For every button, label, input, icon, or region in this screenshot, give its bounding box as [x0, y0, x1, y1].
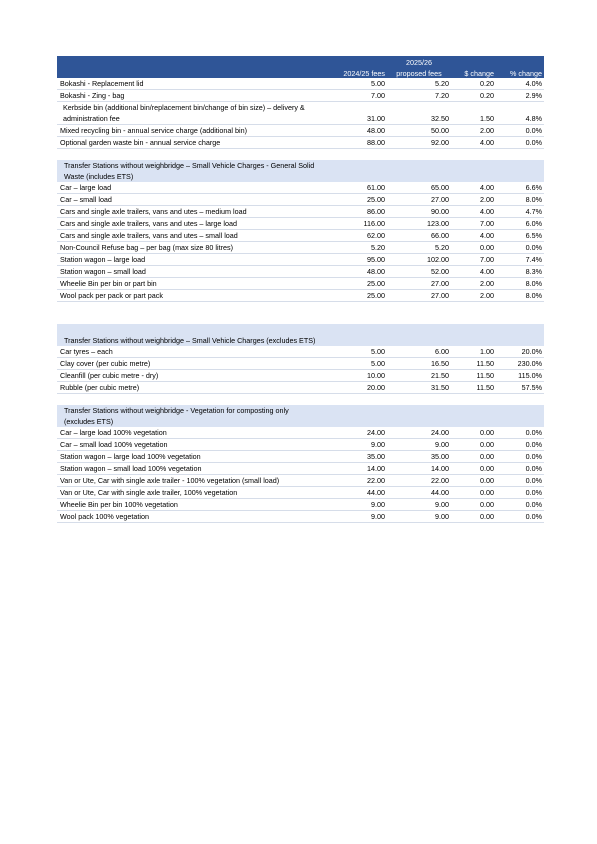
- fee-2025: 31.50: [387, 382, 451, 394]
- fee-pct-change: 0.0%: [496, 499, 544, 511]
- fee-2024: 31.00: [329, 113, 387, 125]
- fee-description: Station wagon – large load 100% vegetation: [57, 451, 329, 463]
- header-blank: [451, 56, 496, 67]
- fee-description: Mixed recycling bin - annual service charge (additional bin): [57, 125, 329, 137]
- fees-table: [57, 56, 544, 523]
- fee-2025: 24.00: [387, 427, 451, 439]
- fee-2024: 62.00: [329, 230, 387, 242]
- fee-2024: 5.00: [329, 358, 387, 370]
- fee-pct-change: 8.0%: [496, 194, 544, 206]
- fee-2024: 9.00: [329, 439, 387, 451]
- fee-change: 7.00: [451, 218, 496, 230]
- fee-change: 4.00: [451, 206, 496, 218]
- fee-change: 0.00: [451, 439, 496, 451]
- fee-change: 11.50: [451, 370, 496, 382]
- table-row: [57, 230, 544, 242]
- table-row: [57, 278, 544, 290]
- fee-2024: 88.00: [329, 137, 387, 149]
- table-row: [57, 346, 544, 358]
- header-proposed-fees: proposed fees: [387, 67, 451, 78]
- table-row: [57, 125, 544, 137]
- fee-change: 0.00: [451, 463, 496, 475]
- fee-description: Optional garden waste bin - annual service charge: [57, 137, 329, 149]
- fee-pct-change: 8.0%: [496, 290, 544, 302]
- fee-pct-change: 0.0%: [496, 137, 544, 149]
- fee-change: 2.00: [451, 194, 496, 206]
- fee-change: 2.00: [451, 278, 496, 290]
- fee-2025: 9.00: [387, 499, 451, 511]
- fee-pct-change: 0.0%: [496, 451, 544, 463]
- table-row: [57, 218, 544, 230]
- table-row: [57, 90, 544, 102]
- fee-description: Car – small load: [57, 194, 329, 206]
- fee-description: Kerbside bin (additional bin/replacement bin/change of bin size) – delivery &: [63, 103, 305, 112]
- table-row: [57, 511, 544, 523]
- fee-pct-change: 0.0%: [496, 487, 544, 499]
- table-row: [57, 427, 544, 439]
- fee-2025: 27.00: [387, 194, 451, 206]
- fee-2025: 35.00: [387, 451, 451, 463]
- fee-pct-change: 6.5%: [496, 230, 544, 242]
- fee-pct-change: 0.0%: [496, 125, 544, 137]
- fee-pct-change: 6.0%: [496, 218, 544, 230]
- fees-table-header: [57, 56, 544, 78]
- fee-pct-change: 4.7%: [496, 206, 544, 218]
- fee-2025: 27.00: [387, 290, 451, 302]
- fee-description: Non-Council Refuse bag – per bag (max size 80 litres): [57, 242, 329, 254]
- fee-2024: 9.00: [329, 499, 387, 511]
- table-row: [57, 194, 544, 206]
- fee-pct-change: 6.6%: [496, 182, 544, 194]
- section-spacer: [57, 302, 544, 314]
- fee-2025: 32.50: [387, 113, 451, 125]
- fee-description: Car – large load 100% vegetation: [57, 427, 329, 439]
- fee-description: Car – large load: [57, 182, 329, 194]
- fee-2025: 90.00: [387, 206, 451, 218]
- fee-description: Car – small load 100% vegetation: [57, 439, 329, 451]
- fee-pct-change: 7.4%: [496, 254, 544, 266]
- fee-2025: 65.00: [387, 182, 451, 194]
- fee-2024: 86.00: [329, 206, 387, 218]
- fee-2024: 116.00: [329, 218, 387, 230]
- fee-2025: 123.00: [387, 218, 451, 230]
- fee-2024: 25.00: [329, 290, 387, 302]
- header-percent-change: % change: [496, 67, 544, 78]
- section-title: Transfer Stations without weighbridge – Small Vehicle Charges - General Solid: [57, 160, 544, 171]
- section-title: (excludes ETS): [57, 416, 544, 427]
- fee-description: Car tyres – each: [57, 346, 329, 358]
- section-header: [57, 160, 544, 171]
- fee-change: 11.50: [451, 358, 496, 370]
- fee-2025: 6.00: [387, 346, 451, 358]
- fee-pct-change: 230.0%: [496, 358, 544, 370]
- fee-2025: 52.00: [387, 266, 451, 278]
- fee-2024: 48.00: [329, 125, 387, 137]
- section-header: [57, 171, 544, 182]
- header-blank: [496, 56, 544, 67]
- fee-description: administration fee: [57, 113, 329, 125]
- fee-pct-change: 4.0%: [496, 78, 544, 90]
- fee-pct-change: 20.0%: [496, 346, 544, 358]
- fee-2024: 44.00: [329, 487, 387, 499]
- fee-2024: 5.00: [329, 346, 387, 358]
- fee-2024: 48.00: [329, 266, 387, 278]
- fee-description: Bokashi - Replacement lid: [57, 78, 329, 90]
- fee-description: Cleanfill (per cubic metre - dry): [57, 370, 329, 382]
- header-2024-fees: 2024/25 fees: [329, 67, 387, 78]
- fee-description: Wheelie Bin per bin or part bin: [57, 278, 329, 290]
- header-2025-year: 2025/26: [387, 56, 451, 67]
- fee-2025: 92.00: [387, 137, 451, 149]
- fee-description: Cars and single axle trailers, vans and utes – large load: [57, 218, 329, 230]
- fee-description: Rubble (per cubic metre): [57, 382, 329, 394]
- fee-change: 0.20: [451, 78, 496, 90]
- fee-2025: 16.50: [387, 358, 451, 370]
- fee-2024: 10.00: [329, 370, 387, 382]
- fee-2024: 25.00: [329, 194, 387, 206]
- fee-2025: 27.00: [387, 278, 451, 290]
- fee-pct-change: 115.0%: [496, 370, 544, 382]
- fee-pct-change: 0.0%: [496, 463, 544, 475]
- fee-2024: 5.00: [329, 78, 387, 90]
- table-row: [57, 370, 544, 382]
- section-title: Transfer Stations without weighbridge – Small Vehicle Charges (excludes ETS): [57, 335, 544, 346]
- fee-2024: 22.00: [329, 475, 387, 487]
- fee-2024: 61.00: [329, 182, 387, 194]
- fee-2025: 22.00: [387, 475, 451, 487]
- fee-2025: 5.20: [387, 78, 451, 90]
- section-spacer: [57, 394, 544, 406]
- fee-pct-change: 8.0%: [496, 278, 544, 290]
- fee-2024: 95.00: [329, 254, 387, 266]
- table-row: [57, 254, 544, 266]
- table-row: [57, 137, 544, 149]
- section-title: Waste (includes ETS): [57, 171, 544, 182]
- fee-description: Cars and single axle trailers, vans and utes – medium load: [57, 206, 329, 218]
- table-row: [57, 290, 544, 302]
- fee-pct-change: 4.8%: [496, 113, 544, 125]
- fee-change: 4.00: [451, 182, 496, 194]
- fee-pct-change: 0.0%: [496, 439, 544, 451]
- fee-change: 0.00: [451, 451, 496, 463]
- fee-change: 4.00: [451, 137, 496, 149]
- table-row: [57, 487, 544, 499]
- fee-change: 1.00: [451, 346, 496, 358]
- fee-description: Van or Ute, Car with single axle trailer, 100% vegetation: [57, 487, 329, 499]
- table-row: [57, 242, 544, 254]
- table-row: [57, 113, 544, 125]
- fee-description: Station wagon – small load 100% vegetation: [57, 463, 329, 475]
- fee-description: Bokashi - Zing - bag: [57, 90, 329, 102]
- table-row: [57, 266, 544, 278]
- fee-change: 0.00: [451, 511, 496, 523]
- fee-2024: 9.00: [329, 511, 387, 523]
- fee-change: 11.50: [451, 382, 496, 394]
- section-header: [57, 405, 544, 416]
- section-spacer-band: [57, 324, 544, 335]
- fee-description: Clay cover (per cubic metre): [57, 358, 329, 370]
- table-row: [57, 78, 544, 90]
- fee-change: 1.50: [451, 113, 496, 125]
- table-row: [57, 463, 544, 475]
- table-row: [57, 499, 544, 511]
- section-header: [57, 335, 544, 346]
- fee-2025: 102.00: [387, 254, 451, 266]
- table-row-continued: [57, 102, 544, 114]
- fee-2025: 21.50: [387, 370, 451, 382]
- section-header: [57, 416, 544, 427]
- fee-2025: 44.00: [387, 487, 451, 499]
- fee-pct-change: 8.3%: [496, 266, 544, 278]
- fee-2025: 50.00: [387, 125, 451, 137]
- fee-description: Cars and single axle trailers, vans and utes – small load: [57, 230, 329, 242]
- header-blank: [329, 56, 387, 67]
- table-row: [57, 358, 544, 370]
- fee-2024: 20.00: [329, 382, 387, 394]
- table-row: [57, 439, 544, 451]
- fee-2025: 14.00: [387, 463, 451, 475]
- table-row: [57, 182, 544, 194]
- fee-2024: 24.00: [329, 427, 387, 439]
- fee-change: 2.00: [451, 290, 496, 302]
- fee-2025: 9.00: [387, 439, 451, 451]
- header-blank: [57, 67, 329, 78]
- fee-2025: 5.20: [387, 242, 451, 254]
- fee-pct-change: 0.0%: [496, 511, 544, 523]
- fee-change: 0.00: [451, 487, 496, 499]
- fee-description: Station wagon – small load: [57, 266, 329, 278]
- fee-pct-change: 57.5%: [496, 382, 544, 394]
- fee-change: 7.00: [451, 254, 496, 266]
- fee-2025: 7.20: [387, 90, 451, 102]
- fee-change: 4.00: [451, 230, 496, 242]
- table-row: [57, 206, 544, 218]
- header-blank: [57, 56, 329, 67]
- fee-description: Station wagon – large load: [57, 254, 329, 266]
- fee-change: 2.00: [451, 125, 496, 137]
- section-spacer: [57, 149, 544, 161]
- fee-2024: 14.00: [329, 463, 387, 475]
- section-header: [57, 324, 544, 335]
- table-row: [57, 382, 544, 394]
- header-dollar-change: $ change: [451, 67, 496, 78]
- table-row: [57, 475, 544, 487]
- section-spacer: [57, 313, 544, 324]
- fee-change: 0.00: [451, 242, 496, 254]
- fee-2024: 5.20: [329, 242, 387, 254]
- fee-pct-change: 0.0%: [496, 475, 544, 487]
- fee-pct-change: 2.9%: [496, 90, 544, 102]
- fee-description: Van or Ute, Car with single axle trailer - 100% vegetation (small load): [57, 475, 329, 487]
- fee-2025: 66.00: [387, 230, 451, 242]
- fee-change: 0.00: [451, 427, 496, 439]
- fee-description: Wool pack per pack or part pack: [57, 290, 329, 302]
- fee-change: 0.00: [451, 499, 496, 511]
- fee-change: 0.00: [451, 475, 496, 487]
- fee-2024: 35.00: [329, 451, 387, 463]
- fee-pct-change: 0.0%: [496, 242, 544, 254]
- fee-2024: 7.00: [329, 90, 387, 102]
- fee-2025: 9.00: [387, 511, 451, 523]
- fee-description: Wool pack 100% vegetation: [57, 511, 329, 523]
- fee-change: 0.20: [451, 90, 496, 102]
- section-title: Transfer Stations without weighbridge - Vegetation for composting only: [57, 405, 544, 416]
- table-row: [57, 451, 544, 463]
- fee-pct-change: 0.0%: [496, 427, 544, 439]
- fee-2024: 25.00: [329, 278, 387, 290]
- fee-description: Wheelie Bin per bin 100% vegetation: [57, 499, 329, 511]
- fee-change: 4.00: [451, 266, 496, 278]
